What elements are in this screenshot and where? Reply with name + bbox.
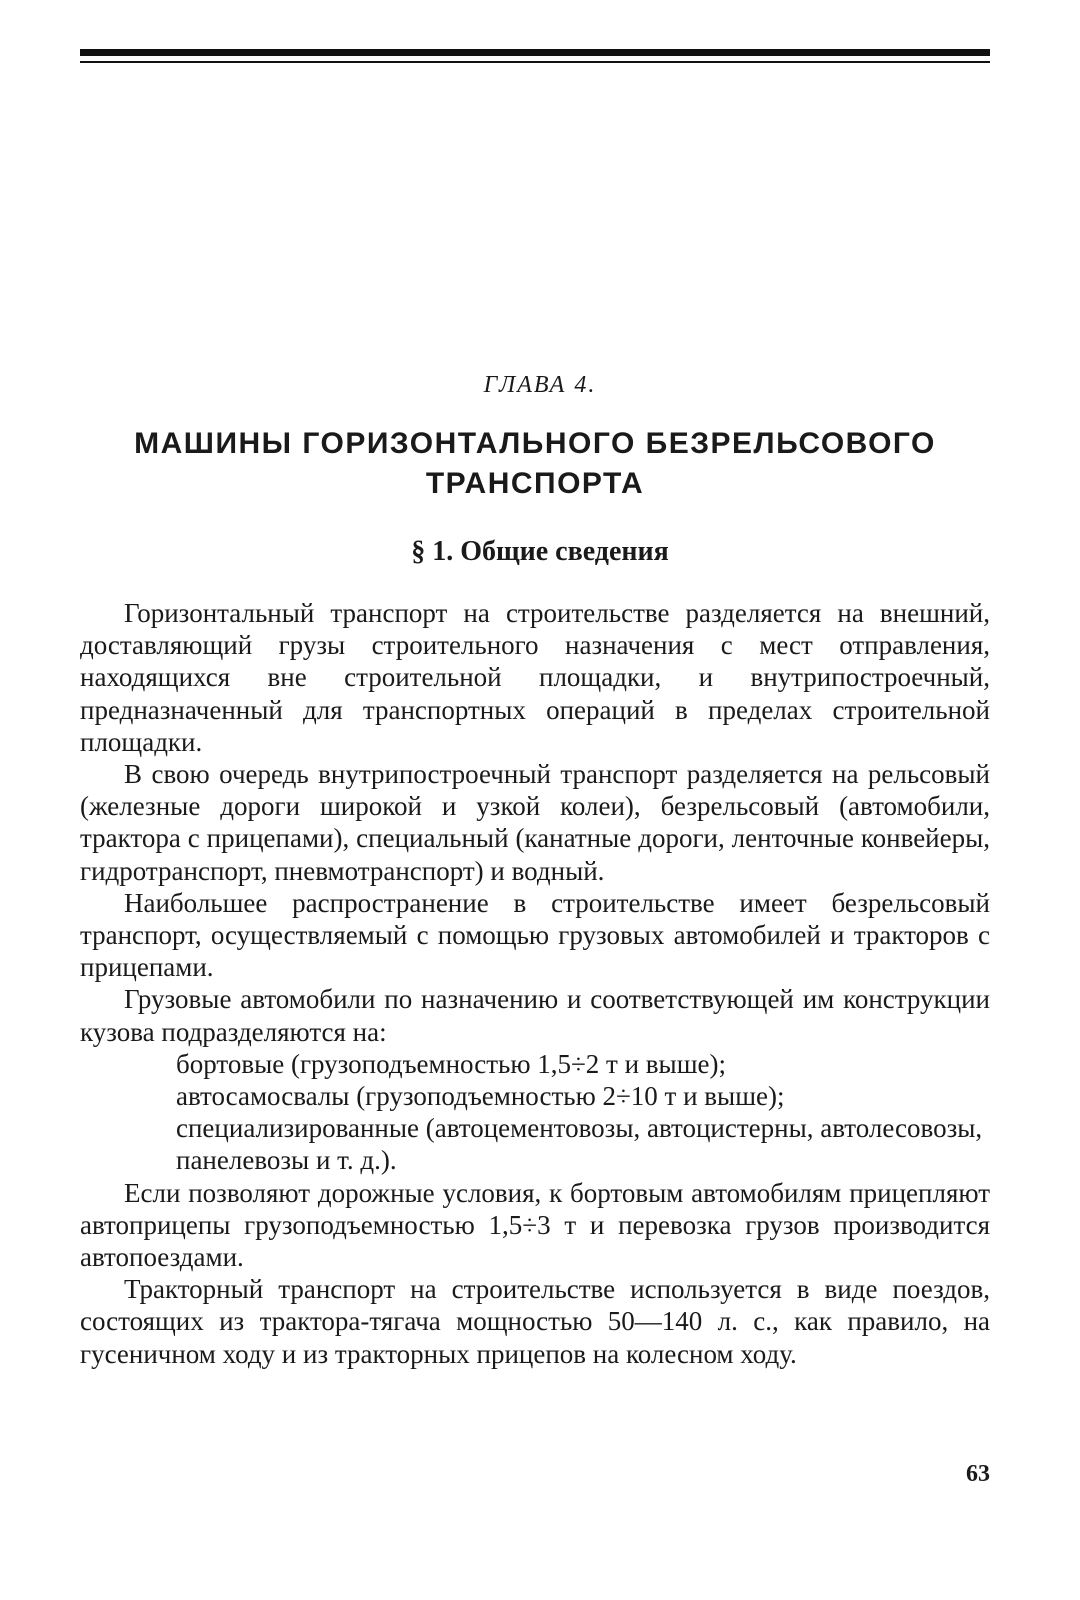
paragraph: Грузовые автомобили по назначению и соответствующей им конструкции кузова подразделяются на: bbox=[80, 984, 990, 1047]
chapter-title-line-2: ТРАНСПОРТА bbox=[425, 467, 645, 500]
paragraph: Если позволяют дорожные условия, к бортовым автомобилям прицепляют автоприцепы грузоподъемностью 1,5÷3 т и перевозка грузов производится автопоездами. bbox=[80, 1177, 990, 1273]
truck-types-list bbox=[80, 1048, 990, 1177]
header-rule-thick bbox=[80, 49, 990, 56]
section-title: § 1. Общие сведения bbox=[411, 536, 669, 567]
chapter-title bbox=[80, 424, 990, 504]
paragraph: Горизонтальный транспорт на строительстве разделяется на внешний, доставляющий грузы строительного назначения с мест отправления, находящихся вне строительной площадки, и внутрипостроечный, предназначенный для транспортных операций в пределах строительной площадки. bbox=[80, 598, 990, 757]
body-text bbox=[80, 597, 990, 1370]
page-number: 63 bbox=[966, 1461, 990, 1487]
header-rule-thin bbox=[80, 61, 990, 63]
paragraph: В свою очередь внутрипостроечный транспорт разделяется на рельсовый (железные дороги широкой и узкой колеи), безрельсовый (автомобили, трактора с прицепами), специальный (канатные дороги, ленточные конвейеры, гидротранспорт, пневмотранспорт) и водный. bbox=[80, 759, 990, 886]
list-item: автосамосвалы (грузоподъемностью 2÷10 т и выше); bbox=[176, 1081, 785, 1112]
paragraph: Наибольшее распространение в строительстве имеет безрельсовый транспорт, осуществляемый с помощью грузовых автомобилей и тракторов с прицепами. bbox=[80, 887, 990, 983]
paragraph: Тракторный транспорт на строительстве используется в виде поездов, состоящих из трактора-тягача мощностью 50—140 л. с., как правило, на гусеничном ходу и из тракторных прицепов на колесном ходу. bbox=[80, 1274, 990, 1369]
list-item: бортовые (грузоподъемностью 1,5÷2 т и выше); bbox=[176, 1048, 726, 1079]
chapter-label: ГЛАВА 4. bbox=[483, 372, 597, 398]
chapter-title-line-1: МАШИНЫ ГОРИЗОНТАЛЬНОГО БЕЗРЕЛЬСОВОГО bbox=[134, 427, 936, 460]
list-item: специализированные (автоцементовозы, автоцистерны, автолесовозы, панелевозы и т. д.). bbox=[176, 1113, 983, 1176]
